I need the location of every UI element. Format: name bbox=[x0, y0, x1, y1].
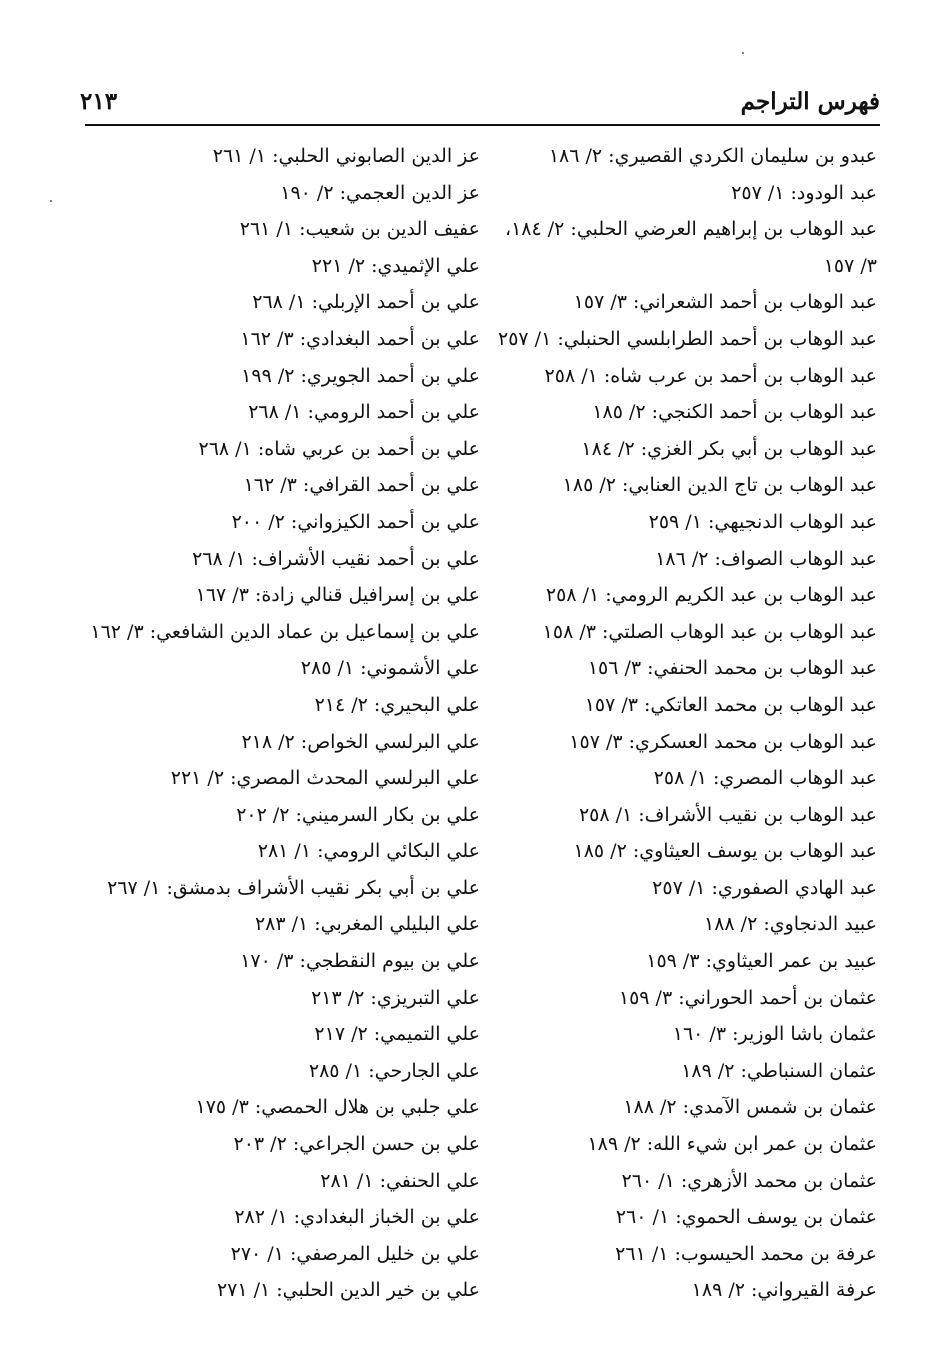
index-entry: عبد الوهاب بن محمد الحنفي: ٣/ ١٥٦ bbox=[587, 657, 877, 680]
index-entry: عبد الوهاب بن عبد الكريم الرومي: ١/ ٢٥٨ bbox=[545, 584, 877, 607]
index-entry: عبيد بن عمر العيثاوي: ٣/ ١٥٩ bbox=[646, 950, 877, 973]
index-entry: علي بن الخباز البغدادي: ١/ ٢٨٢ bbox=[234, 1206, 480, 1229]
index-entry: علي الجارحي: ١/ ٢٨٥ bbox=[308, 1059, 480, 1082]
index-entry: عبد الوهاب المصري: ١/ ٢٥٨ bbox=[653, 767, 877, 790]
index-entry: علي الحنفي: ١/ ٢٨١ bbox=[320, 1169, 480, 1192]
scan-speck bbox=[50, 200, 52, 202]
index-entry: علي الإثميدي: ٢/ ٢٢١ bbox=[311, 254, 480, 277]
index-entry: علي البليلي المغربي: ١/ ٢٨٣ bbox=[254, 913, 480, 936]
index-entry: علي بن أحمد الرومي: ١/ ٢٦٨ bbox=[248, 401, 480, 424]
index-entry: عبد الودود: ١/ ٢٥٧ bbox=[731, 181, 877, 204]
index-entry: علي بن أحمد بن عربي شاه: ١/ ٢٦٨ bbox=[198, 437, 480, 460]
index-entry: علي بن أحمد القرافي: ٣/ ١٦٢ bbox=[243, 474, 480, 497]
index-entry: عبد الوهاب بن عبد الوهاب الصلتي: ٣/ ١٥٨ bbox=[542, 620, 877, 643]
index-entry: عبد الوهاب بن أحمد الطرابلسي الحنبلي: ١/ ٢٥٧ bbox=[498, 327, 877, 350]
index-entry: عز الدين الصابوني الحلبي: ١/ ٢٦١ bbox=[212, 145, 480, 167]
running-title: فهرس التراجم bbox=[740, 88, 880, 115]
index-entry: عثمان السنباطي: ٢/ ١٨٩ bbox=[681, 1059, 877, 1082]
index-entry: علي الأشموني: ١/ ٢٨٥ bbox=[300, 657, 480, 680]
index-entry: علي جلبي بن هلال الحمصي: ٣/ ١٧٥ bbox=[195, 1096, 480, 1119]
index-entry: علي بن حسن الجراعي: ٢/ ٢٠٣ bbox=[233, 1133, 480, 1156]
index-entry: عرفة بن محمد الحيسوب: ١/ ٢٦١ bbox=[615, 1242, 877, 1265]
index-entry: علي بن إسماعيل بن عماد الدين الشافعي: ٣/ ١٦٢ bbox=[90, 620, 480, 643]
index-entry: علي بن خليل المرصفي: ١/ ٢٧٠ bbox=[230, 1242, 480, 1265]
index-entry: علي بن بكار السرميني: ٢/ ٢٠٢ bbox=[236, 803, 480, 826]
index-entry: ٣/ ١٥٧ bbox=[823, 254, 877, 277]
index-entry: عز الدين العجمي: ٢/ ١٩٠ bbox=[280, 181, 480, 204]
index-entry: عبد الوهاب بن محمد العاتكي: ٣/ ١٥٧ bbox=[584, 693, 877, 716]
index-entry: عبد الوهاب بن يوسف العيثاوي: ٢/ ١٨٥ bbox=[573, 840, 877, 863]
index-entry: علي بن أحمد الإربلي: ١/ ٢٦٨ bbox=[252, 291, 480, 314]
index-entry: عبد الوهاب بن أحمد الكنجي: ٢/ ١٨٥ bbox=[592, 401, 877, 424]
index-entry: عبد الوهاب بن أبي بكر الغزي: ٢/ ١٨٤ bbox=[581, 437, 877, 460]
index-entry: عبد الوهاب بن أحمد الشعراني: ٣/ ١٥٧ bbox=[573, 291, 877, 314]
scan-speck bbox=[742, 52, 744, 54]
index-entry: علي بن خير الدين الحلبي: ١/ ٢٧١ bbox=[216, 1279, 480, 1302]
header-rule bbox=[85, 124, 880, 126]
index-entry: علي بن أحمد الجويري: ٢/ ١٩٩ bbox=[241, 364, 480, 387]
index-entry: عبد الوهاب بن إبراهيم العرضي الحلبي: ٢/ ١٨٤، bbox=[504, 218, 877, 241]
index-entry: عبد الوهاب بن أحمد بن عرب شاه: ١/ ٢٥٨ bbox=[544, 364, 877, 387]
index-entry: علي بن أبي بكر نقيب الأشراف بدمشق: ١/ ٢٦٧ bbox=[107, 876, 480, 899]
index-entry: عثمان بن أحمد الحوراني: ٣/ ١٥٩ bbox=[618, 986, 877, 1009]
index-entry: علي بن أحمد الكيزواني: ٢/ ٢٠٠ bbox=[231, 510, 480, 533]
index-entry: عثمان بن شمس الآمدي: ٢/ ١٨٨ bbox=[623, 1096, 877, 1119]
page-header bbox=[80, 82, 880, 122]
index-entry: عبيد الدنجاوي: ٢/ ١٨٨ bbox=[704, 913, 877, 936]
index-entry: علي البكائي الرومي: ١/ ٢٨١ bbox=[257, 840, 480, 863]
index-entry: عثمان بن عمر ابن شيء الله: ٢/ ١٨٩ bbox=[587, 1133, 877, 1156]
index-entry: علي بن أحمد نقيب الأشراف: ١/ ٢٦٨ bbox=[192, 547, 480, 570]
index-entry: علي البحيري: ٢/ ٢١٤ bbox=[314, 693, 480, 716]
index-entry: علي بن إسرافيل قنالي زادة: ٣/ ١٦٧ bbox=[195, 584, 480, 607]
index-entry: عفيف الدين بن شعيب: ١/ ٢٦١ bbox=[239, 218, 480, 241]
index-entry: عثمان بن محمد الأزهري: ١/ ٢٦٠ bbox=[621, 1169, 877, 1192]
index-entry: علي التميمي: ٢/ ٢١٧ bbox=[314, 1023, 480, 1046]
index-entry: عبد الوهاب بن محمد العسكري: ٣/ ١٥٧ bbox=[569, 730, 877, 753]
index-entry: علي بن بيوم النقطجي: ٣/ ١٧٠ bbox=[240, 950, 480, 973]
index-entry: عثمان بن يوسف الحموي: ١/ ٢٦٠ bbox=[615, 1206, 877, 1229]
index-column-left bbox=[90, 138, 480, 1309]
index-entry: عرفة القيرواني: ٢/ ١٨٩ bbox=[691, 1279, 877, 1302]
index-entry: عثمان باشا الوزير: ٣/ ١٦٠ bbox=[672, 1023, 877, 1046]
index-entry: عبد الوهاب بن نقيب الأشراف: ١/ ٢٥٨ bbox=[578, 803, 877, 826]
index-entry: علي البرلسي الخواص: ٢/ ٢١٨ bbox=[241, 730, 480, 753]
index-entry: علي التبريزي: ٢/ ٢١٣ bbox=[311, 986, 480, 1009]
index-entry: عبد الهادي الصفوري: ١/ ٢٥٧ bbox=[652, 876, 877, 899]
page-number: ٢١٣ bbox=[80, 88, 118, 115]
index-entry: عبد الوهاب بن تاج الدين العنابي: ٢/ ١٨٥ bbox=[562, 474, 877, 497]
index-entry: عبد الوهاب الدنجيهي: ١/ ٢٥٩ bbox=[648, 510, 877, 533]
index-entry: علي بن أحمد البغدادي: ٣/ ١٦٢ bbox=[240, 327, 480, 350]
index-entry: علي البرلسي المحدث المصري: ٢/ ٢٢١ bbox=[170, 767, 480, 790]
index-column-right bbox=[477, 138, 877, 1309]
index-entry: عبدو بن سليمان الكردي القصيري: ٢/ ١٨٦ bbox=[548, 145, 877, 167]
index-entry: عبد الوهاب الصواف: ٢/ ١٨٦ bbox=[655, 547, 877, 570]
